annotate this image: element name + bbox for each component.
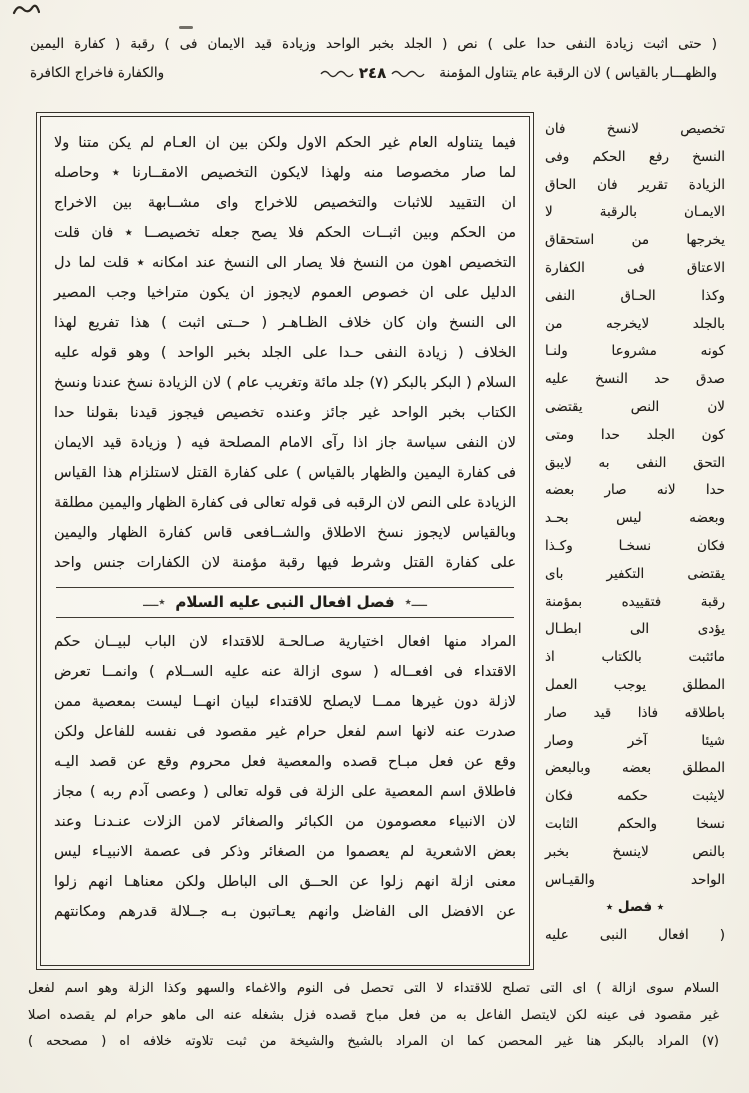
margin-line: مائثبت بالكتاب اذ [545,649,725,666]
text-line: وبالقياس لايجوز نسخ الاطلاق والشــافعى قاس كفارة الظهار واليمين [54,525,516,541]
text-line: بعض الاشعرية لم يعصموا من الصغائر وذكر فى عصمة الانبيـاء ليس [54,844,516,860]
margin-line: المطلق يوجب العمل [545,676,725,693]
margin-line: الايمـان بالرقبة لا [545,204,725,221]
margin-section-label: ٭ فصل ٭ [605,899,665,916]
margin-line: بالنص لاينسخ بخبر [545,843,725,860]
text-line: لان النفى سياسة جاز اذا رآى الامام المصلحة فيه ( وزيادة قيد الايمان [54,435,516,451]
footer-line: غير مقصود فى عينه لكن لايتصل الفاعل به من فعل مباح قصده فزل بشغله عنه الى ماهو حرام لم يقصده اصلا [28,1007,719,1023]
margin-line: الواحد والقيـاس [545,871,725,888]
ink-smudge-icon [12,3,40,17]
margin-line: كونه مشروعا ولنـا [545,343,725,360]
section-divider [56,587,514,618]
margin-line: تخصيص لانسخ فان [545,121,725,137]
margin-line: لان النص يقتضى [545,398,725,415]
text-line: الى النسخ وان كان خلاف الظـاهـر ( حــتى اثبت ) هذا تفريع لهذا [54,315,516,331]
footer-line: السلام سوى ازالة ) اى التى تصلح للاقتداء لا التى تحصل فى النوم والاغماء والسهو وكذا الزلة وهو اسم لفعل [28,981,719,996]
margin-line: وكذا الحـاق النفى [545,287,725,304]
text-line: معنى ازلة انهم زلوا عن الحــق الى الباطل ولكن معناهـا انهم زلوا [54,874,516,890]
scan-artifact [179,26,193,29]
margin-line: صدق حد النسخ عليه [545,371,725,388]
flourish-icon [320,68,354,78]
text-line: عن الافضل الى الفاضل وانهم يعـاتبون بـه جــلالة قدرهم ومكانتهم [54,904,516,920]
footnote-line: (٧) المراد بالبكر هنا غير المحصن كما ان المراد بالشيخ والشيخة من ثبت تلاوته خلافه اه ( مصححه ) [28,1034,719,1049]
main-text-frame [36,112,534,970]
margin-line: بالجلد لايخرجه من [545,315,725,332]
text-line: التخصيص اهون من النسخ فلا يصار الى النسخ عند امكانه ٭ قلت لما دل [54,255,516,271]
main-section-2 [54,627,516,927]
text-line: السلام ( البكر بالبكر (٧) جلد مائة وتغريب عام ) لان الزيادة نسخ عندنا ونسخ [54,375,516,391]
margin-line: فكان نسخـا وكـذا [545,537,725,554]
text-line: الخلاف ( زيادة النفى حـدا على الجلد بخبر الواحد ) وهو قوله عليه [54,345,516,361]
margin-line: يؤدى الى ابطـال [545,621,725,638]
header-line-2-left: والكفارة فاخراج الكافرة [30,65,165,81]
header-line-2-right: والظهـــار بالقياس ) لان الرقبة عام يتناول المؤمنة [439,65,717,81]
margin-line: حدا لانه صار بعضه [545,482,725,499]
text-line: لما صار مخصوصا منه ولهذا لايكون التخصيص الامقــارنا ٭ وحاصله [54,165,516,181]
text-line: فيما يتناوله العام غير الحكم الاول ولكن بين ان العـام لم يكن متنا ولا [54,135,516,151]
margin-line: لايثبت حكمه فكان [545,788,725,805]
page-number: ٢٤٨ [358,64,387,82]
margin-line: التحق النفى به لايبق [545,454,725,471]
text-line: الدليل على ان خصوص العموم لايجوز ان يكون متراخيا وجب المصير [54,285,516,301]
margin-line: الزيادة تقرير فان الحاق [545,176,725,193]
text-line: الاقتداء فى افعــاله ( سوى ازالة عنه عليه الســلام ) وانمــا تعرض [54,664,516,680]
margin-line: النسخ رفع الحكم وفى [545,148,725,165]
header-line-1: ( حتى اثبت زيادة النفى حدا على ) نص ( الجلد بخبر الواحد وزيادة قيد الايمان فى ) رقبة ( كفارة اليمين [30,36,717,52]
margin-line: يخرجها من استحقاق [545,232,725,249]
text-line: على كفارة القتل وشرط فيها رقبة مؤمنة لان الكفارات جنس واحد [54,555,516,571]
margin-line: ( افعال النبى عليه [545,927,725,944]
margin-line: وبعضه ليس بحـد [545,510,725,527]
text-line: الزيادة على النص لان الرقبه فى قوله تعالى فى كفارة الظهار واليمين مطلقة [54,495,516,511]
margin-line: الاعتاق فى الكفارة [545,259,725,276]
page-footer [28,976,719,1056]
header-line-2 [30,64,717,82]
margin-line: المطلق بعضه وبالبعض [545,760,725,777]
page-number-block [320,64,425,82]
text-line: من الحكم وبين اثبــات الحكم فلا يصح جعله تخصيصــا ٭ فان قلت [54,225,516,241]
divider-ornament-left: ٭ــــ [143,594,166,610]
margin-commentary [545,116,725,950]
text-line: صدرت عنه لانها اسم لفعل حرام غير مقصود فى نفسه للفاعل ولكن [54,724,516,740]
text-line: ان التقييد للاثبات والتخصيص للاخراج واى مشــابهة بين الاخراج [54,195,516,211]
text-line: فاطلاق اسم المعصية على الزلة فى قوله تعالى ( وعصى آدم ربه ) مجاز [54,784,516,800]
margin-line: نسخا والحكم الثابت [545,815,725,832]
page-header [30,34,717,82]
scan-artifact [12,2,40,21]
text-line: الكتاب بخبر الواحد غير جائز وعنده تخصيص فيجوز قيدنا بقولنا حدا [54,405,516,421]
text-line: وقع عن فعل مبـاح قصده والمعصية فعل محروم وقع عن قصد اليـه [54,754,516,770]
margin-line: يقتضى التكفير باى [545,565,725,582]
margin-line: شيئا آخر وصار [545,732,725,749]
margin-line: رقبة فتقييده بمؤمنة [545,593,725,610]
margin-line: باطلاقه فاذا قيد صار [545,704,725,721]
divider-ornament-right: ــــ٭ [404,594,427,610]
flourish-icon [391,68,425,78]
main-text-frame-inner [40,116,530,966]
section-title: فصل افعال النبى عليه السلام [175,593,395,611]
text-line: فى كفارة اليمين والظهار بالقياس ) على كفارة القتل لاستلزام هذا القياس [54,465,516,481]
main-section-1 [54,128,516,578]
margin-line: كون الجلد حدا ومتى [545,426,725,443]
text-line: لان الانبياء معصومون من الكبائر والصغائر لامن الزلات عنـدنـا وعند [54,814,516,830]
text-line: المراد منها افعال اختيارية صـالحـة للاقتداء لان الباب لبيــان حكم [54,634,516,650]
text-line: لازلة دون غيرها ممــا لايصلح للاقتداء لبيان انهــا ليست بمعصية ممن [54,694,516,710]
